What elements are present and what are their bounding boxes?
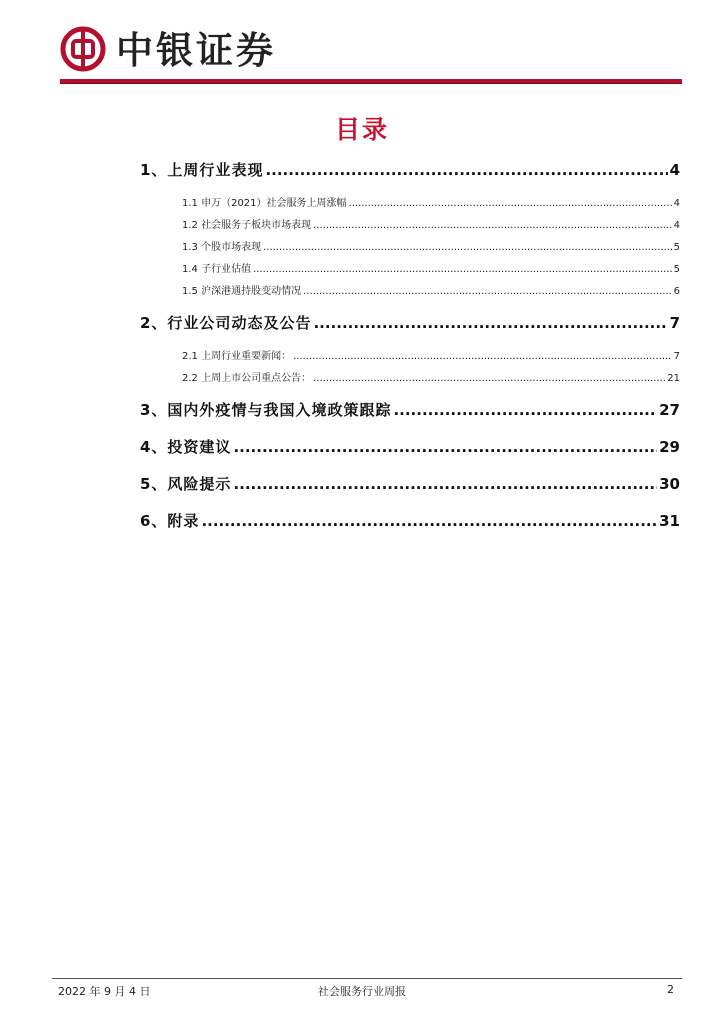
toc-entry-page: 5: [673, 242, 680, 253]
toc-entry-page: 4: [669, 161, 680, 179]
toc-entry[interactable]: [140, 436, 680, 456]
brand-name: 中银证券: [116, 28, 276, 72]
toc-entry-label: 5、风险提示: [140, 475, 232, 493]
bank-of-china-logo-icon: [60, 26, 106, 72]
toc-leader-dots: [313, 220, 672, 231]
toc-title: 目录: [334, 115, 389, 144]
toc-entry-label: 1.1 申万（2021）社会服务上周涨幅: [182, 198, 347, 209]
toc-entry-page: 7: [669, 314, 680, 332]
toc-entry-label: 1.2 社会服务子板块市场表现: [182, 220, 312, 231]
toc-entry-label: 3、国内外疫情与我国入境政策跟踪: [140, 401, 392, 419]
toc-entry[interactable]: [140, 238, 680, 252]
toc-entry-page: 30: [659, 475, 680, 493]
toc-leader-dots: [265, 161, 667, 179]
toc-entry-page: 6: [673, 286, 680, 297]
page-header: [60, 22, 682, 84]
toc-entry-label: 2.2 上周上市公司重点公告：: [182, 373, 312, 384]
report-name: 社会服务行业周报: [318, 985, 406, 998]
toc-leader-dots: [313, 373, 665, 384]
toc-leader-dots: [263, 242, 672, 253]
toc-leader-dots: [393, 401, 657, 419]
toc-entry-label: 1.3 个股市场表现: [182, 242, 262, 253]
toc-entry[interactable]: [140, 473, 680, 493]
header-rule-shadow: [60, 83, 682, 84]
page-number: 2: [667, 983, 674, 996]
toc-entry-label: 1、上周行业表现: [140, 161, 264, 179]
toc-leader-dots: [233, 438, 657, 456]
toc-entry-page: 21: [667, 373, 680, 384]
toc-entry-page: 27: [659, 401, 680, 419]
toc-entry-label: 2.1 上周行业重要新闻：: [182, 351, 292, 362]
toc-entry[interactable]: [140, 282, 680, 296]
toc-entry[interactable]: [140, 369, 680, 383]
toc-entry-page: 5: [673, 264, 680, 275]
toc-entry[interactable]: [140, 216, 680, 230]
toc-entry-label: 6、附录: [140, 512, 200, 530]
toc-entry-label: 1.4 子行业估值: [182, 264, 252, 275]
toc-entry-label: 1.5 沪深港通持股变动情况: [182, 286, 302, 297]
toc-entry-page: 4: [673, 198, 680, 209]
toc-entry-page: 31: [659, 512, 680, 530]
toc-leader-dots: [201, 512, 657, 530]
toc-entry-page: 7: [673, 351, 680, 362]
toc-leader-dots: [303, 286, 672, 297]
toc-entry[interactable]: [140, 399, 680, 419]
toc-entry[interactable]: [140, 510, 680, 530]
toc-entry-label: 2、行业公司动态及公告: [140, 314, 312, 332]
toc-leader-dots: [293, 351, 672, 362]
toc-entry[interactable]: [140, 159, 680, 179]
toc-entry-page: 4: [673, 220, 680, 231]
toc-leader-dots: [349, 198, 672, 209]
toc-entry[interactable]: [140, 260, 680, 274]
toc-leader-dots: [253, 264, 672, 275]
toc-entry[interactable]: [140, 347, 680, 361]
toc-leader-dots: [233, 475, 657, 493]
footer-rule: [52, 978, 682, 979]
toc-entry-page: 29: [659, 438, 680, 456]
table-of-contents: [140, 154, 680, 530]
toc-entry-label: 4、投资建议: [140, 438, 232, 456]
toc-entry[interactable]: [140, 312, 680, 332]
toc-leader-dots: [313, 314, 667, 332]
report-date: 2022 年 9 月 4 日: [58, 985, 151, 998]
toc-entry[interactable]: [140, 194, 680, 208]
